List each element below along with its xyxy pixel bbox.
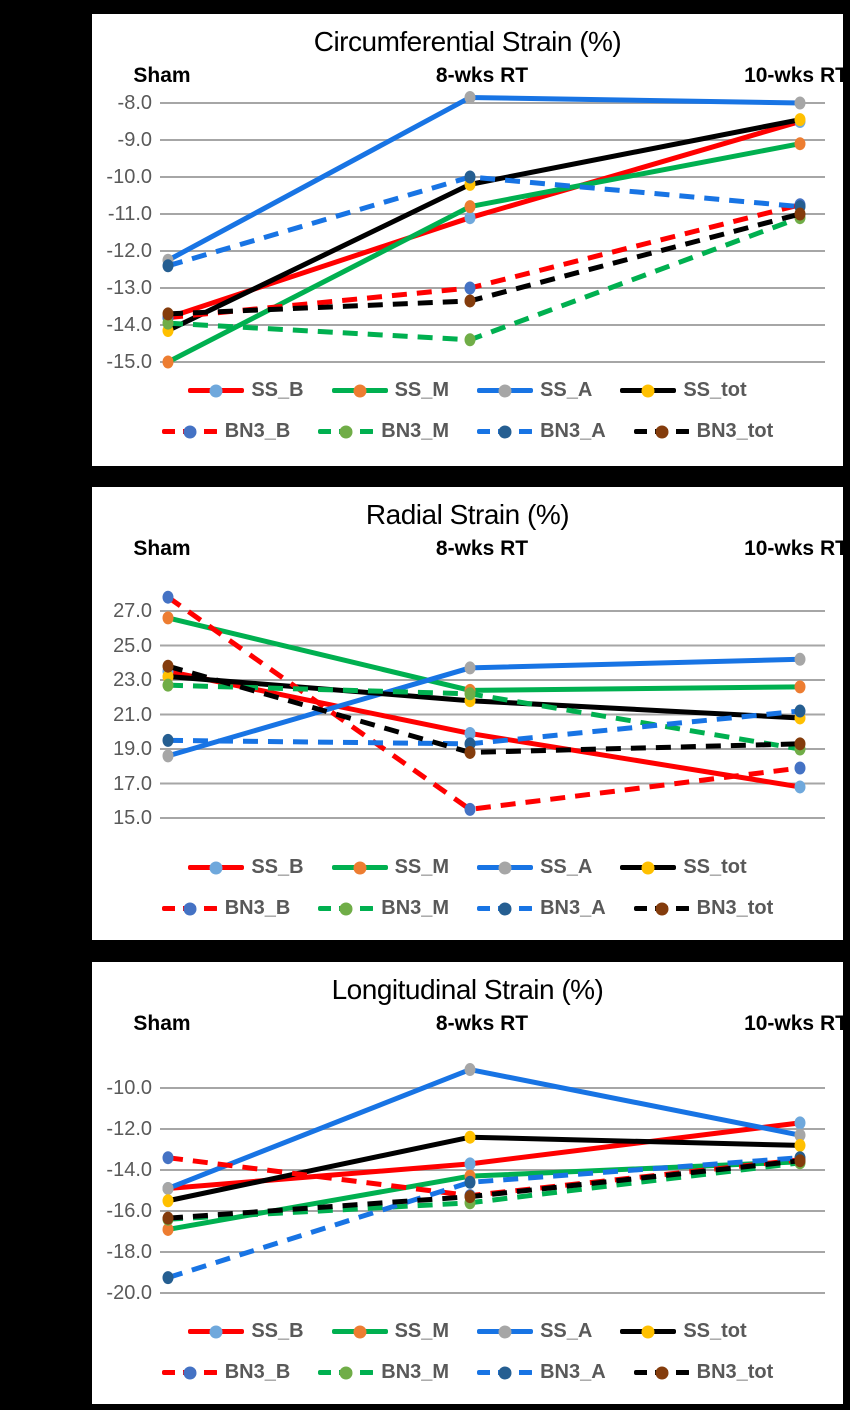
- series-line-BN3_B: [168, 205, 800, 318]
- legend-label: BN3_B: [224, 420, 291, 442]
- legend-item-SS_B: [188, 379, 303, 402]
- series-marker-SS_A: [795, 97, 806, 110]
- series-marker-SS_M: [163, 356, 174, 369]
- legend: [92, 847, 843, 929]
- series-marker-SS_A: [465, 91, 476, 104]
- legend-item-SS_M: [332, 856, 449, 879]
- series-marker-BN3_B: [465, 282, 476, 295]
- series-marker-SS_tot: [795, 1139, 806, 1152]
- legend-marker-dot: [499, 1366, 512, 1379]
- legend-line-swatch: [318, 429, 374, 434]
- chart-panel-radial: [92, 487, 848, 940]
- legend-label: BN3_M: [381, 420, 450, 442]
- legend-label: BN3_tot: [696, 1361, 774, 1383]
- legend-line-swatch: [634, 906, 690, 911]
- x-category-sham: Sham: [133, 64, 191, 87]
- legend-label: BN3_tot: [696, 897, 774, 919]
- series-line-SS_tot: [168, 677, 800, 718]
- legend-marker-dot: [210, 1325, 223, 1338]
- series-marker-SS_M: [795, 680, 806, 693]
- legend-line-swatch: [477, 388, 533, 393]
- legend-label: SS_M: [394, 1320, 450, 1342]
- legend-row: [92, 1352, 843, 1393]
- series-marker-BN3_M: [163, 679, 174, 692]
- series-marker-BN3_A: [465, 171, 476, 184]
- legend-marker-dot: [183, 1366, 196, 1379]
- legend-marker-dot: [642, 861, 655, 874]
- legend-marker-dot: [655, 425, 668, 438]
- series-marker-SS_M: [795, 137, 806, 150]
- legend-line-swatch: [477, 906, 533, 911]
- legend-line-swatch: [332, 388, 388, 393]
- legend-label: BN3_B: [224, 1361, 291, 1383]
- legend-marker-dot: [183, 902, 196, 915]
- legend-label: SS_A: [540, 379, 593, 401]
- series-marker-SS_B: [795, 1116, 806, 1129]
- legend-label: BN3_A: [540, 1361, 606, 1383]
- legend-row: [92, 888, 843, 929]
- legend-line-swatch: [162, 906, 218, 911]
- x-category-10wks: 10-wks RT: [744, 1012, 848, 1035]
- chart-panel-longitudinal: [92, 962, 848, 1404]
- legend-label: BN3_M: [381, 1361, 450, 1383]
- series-marker-SS_M: [465, 200, 476, 213]
- legend-line-swatch: [620, 1329, 676, 1334]
- legend-item-BN3_B: [162, 1361, 291, 1384]
- legend-marker-dot: [183, 425, 196, 438]
- y-tick-label: -12.0: [106, 1118, 152, 1140]
- y-tick-label: 15.0: [113, 807, 152, 829]
- y-tick-label: 17.0: [113, 772, 152, 795]
- legend-line-swatch: [318, 1370, 374, 1375]
- legend-row: [92, 370, 843, 411]
- y-tick-label: -12.0: [106, 240, 152, 262]
- legend-item-SS_B: [188, 1320, 303, 1343]
- y-tick-label: -10.0: [106, 166, 152, 188]
- legend-line-swatch: [332, 865, 388, 870]
- series-marker-BN3_tot: [465, 294, 476, 307]
- y-tick-label: -14.0: [106, 314, 152, 336]
- chart-panel-circumferential: [92, 14, 848, 466]
- legend-item-SS_B: [188, 856, 303, 879]
- legend-item-BN3_tot: [634, 897, 774, 920]
- legend-label: SS_A: [540, 1320, 593, 1342]
- series-marker-BN3_A: [795, 705, 806, 718]
- y-tick-label: -15.0: [106, 351, 152, 373]
- series-marker-SS_tot: [795, 113, 806, 126]
- x-category-sham: Sham: [133, 1012, 191, 1035]
- legend-label: BN3_M: [381, 897, 450, 919]
- legend-label: SS_B: [251, 856, 304, 878]
- legend-line-swatch: [634, 429, 690, 434]
- legend-marker-dot: [499, 425, 512, 438]
- y-tick-label: 21.0: [113, 703, 152, 726]
- y-tick-label: -14.0: [106, 1159, 152, 1181]
- legend-item-BN3_A: [477, 897, 606, 920]
- series-marker-BN3_tot: [163, 660, 174, 673]
- y-tick-label: 19.0: [113, 738, 152, 760]
- series-marker-SS_B: [465, 211, 476, 224]
- series-marker-SS_A: [465, 1063, 476, 1076]
- series-line-BN3_M: [168, 218, 800, 340]
- legend-line-swatch: [477, 1370, 533, 1375]
- legend-item-BN3_tot: [634, 1361, 774, 1384]
- series-marker-BN3_A: [163, 1271, 174, 1284]
- legend-item-SS_tot: [620, 1320, 746, 1343]
- legend-label: BN3_B: [224, 897, 291, 919]
- y-tick-label: -18.0: [106, 1241, 152, 1263]
- legend-marker-dot: [642, 384, 655, 397]
- legend-line-swatch: [477, 1329, 533, 1334]
- legend-label: SS_tot: [683, 856, 747, 878]
- series-marker-BN3_tot: [795, 737, 806, 750]
- legend-marker-dot: [340, 902, 353, 915]
- legend-marker-dot: [210, 861, 223, 874]
- y-tick-label: -8.0: [117, 92, 152, 114]
- x-category-8wks: 8-wks RT: [435, 1012, 529, 1035]
- chart-title: Longitudinal Strain (%): [331, 974, 604, 1005]
- legend-line-swatch: [477, 865, 533, 870]
- y-tick-label: -9.0: [117, 129, 152, 151]
- series-marker-BN3_tot: [163, 1212, 174, 1225]
- series-marker-BN3_A: [163, 259, 174, 272]
- legend-label: SS_tot: [683, 379, 747, 401]
- legend-line-swatch: [188, 865, 244, 870]
- legend-line-swatch: [162, 1370, 218, 1375]
- legend-label: BN3_tot: [696, 420, 774, 442]
- x-category-8wks: 8-wks RT: [435, 64, 529, 87]
- legend-line-swatch: [477, 429, 533, 434]
- series-marker-BN3_A: [163, 734, 174, 747]
- legend-marker-dot: [353, 861, 366, 874]
- series-marker-BN3_A: [465, 1176, 476, 1189]
- series-marker-BN3_B: [465, 803, 476, 816]
- series-marker-SS_A: [163, 749, 174, 762]
- series-marker-BN3_tot: [163, 307, 174, 320]
- y-tick-label: -16.0: [106, 1200, 152, 1222]
- series-marker-SS_M: [163, 611, 174, 624]
- legend-label: SS_B: [251, 1320, 304, 1342]
- legend-item-SS_A: [477, 856, 592, 879]
- series-marker-SS_tot: [163, 1194, 174, 1207]
- y-tick-label: -10.0: [106, 1077, 152, 1099]
- legend: [92, 1311, 843, 1393]
- series-marker-SS_A: [795, 653, 806, 666]
- series-marker-BN3_B: [163, 591, 174, 604]
- legend: [92, 370, 843, 452]
- legend-label: SS_M: [394, 856, 450, 878]
- legend-line-swatch: [332, 1329, 388, 1334]
- legend-line-swatch: [188, 1329, 244, 1334]
- series-line-SS_A: [168, 659, 800, 756]
- legend-marker-dot: [655, 1366, 668, 1379]
- legend-label: BN3_A: [540, 897, 606, 919]
- legend-marker-dot: [340, 425, 353, 438]
- series-marker-SS_B: [465, 1157, 476, 1170]
- series-marker-BN3_tot: [465, 746, 476, 759]
- legend-marker-dot: [499, 384, 512, 397]
- legend-marker-dot: [499, 1325, 512, 1338]
- chart-title: Radial Strain (%): [365, 499, 570, 530]
- y-tick-label: 23.0: [113, 669, 152, 691]
- series-marker-SS_tot: [465, 1131, 476, 1144]
- series-marker-BN3_tot: [465, 1190, 476, 1203]
- y-tick-label: 27.0: [113, 600, 152, 622]
- legend-item-SS_A: [477, 379, 592, 402]
- legend-label: SS_M: [394, 379, 450, 401]
- series-marker-BN3_tot: [795, 1154, 806, 1167]
- legend-item-BN3_M: [318, 897, 449, 920]
- legend-marker-dot: [353, 1325, 366, 1338]
- legend-line-swatch: [620, 388, 676, 393]
- series-marker-SS_B: [795, 780, 806, 793]
- legend-line-swatch: [634, 1370, 690, 1375]
- legend-marker-dot: [353, 384, 366, 397]
- legend-label: SS_A: [540, 856, 593, 878]
- series-marker-SS_A: [465, 661, 476, 674]
- legend-marker-dot: [210, 384, 223, 397]
- legend-label: BN3_A: [540, 420, 606, 442]
- y-tick-label: -20.0: [106, 1282, 152, 1304]
- legend-marker-dot: [340, 1366, 353, 1379]
- legend-item-SS_A: [477, 1320, 592, 1343]
- legend-line-swatch: [162, 429, 218, 434]
- y-tick-label: -11.0: [107, 203, 152, 225]
- series-marker-BN3_M: [465, 333, 476, 346]
- legend-item-BN3_B: [162, 420, 291, 443]
- legend-item-BN3_tot: [634, 420, 774, 443]
- series-marker-BN3_tot: [795, 208, 806, 221]
- legend-marker-dot: [499, 861, 512, 874]
- legend-item-BN3_M: [318, 1361, 449, 1384]
- y-tick-label: -13.0: [106, 277, 152, 299]
- legend-marker-dot: [642, 1325, 655, 1338]
- legend-item-BN3_B: [162, 897, 291, 920]
- x-category-sham: Sham: [133, 537, 191, 560]
- legend-marker-dot: [655, 902, 668, 915]
- legend-item-BN3_M: [318, 420, 449, 443]
- series-line-BN3_tot: [168, 214, 800, 314]
- series-marker-SS_A: [163, 1182, 174, 1195]
- legend-item-SS_tot: [620, 856, 746, 879]
- x-category-8wks: 8-wks RT: [435, 537, 529, 560]
- legend-row: [92, 1311, 843, 1352]
- legend-item-SS_M: [332, 379, 449, 402]
- legend-row: [92, 411, 843, 452]
- x-category-10wks: 10-wks RT: [744, 537, 848, 560]
- legend-item-BN3_A: [477, 1361, 606, 1384]
- legend-label: SS_B: [251, 379, 304, 401]
- legend-marker-dot: [499, 902, 512, 915]
- series-marker-BN3_B: [163, 1151, 174, 1164]
- series-line-BN3_M: [168, 685, 800, 749]
- x-category-10wks: 10-wks RT: [744, 64, 848, 87]
- legend-line-swatch: [188, 388, 244, 393]
- legend-label: SS_tot: [683, 1320, 747, 1342]
- chart-title: Circumferential Strain (%): [313, 26, 622, 57]
- legend-item-BN3_A: [477, 420, 606, 443]
- legend-item-SS_M: [332, 1320, 449, 1343]
- series-marker-BN3_B: [795, 761, 806, 774]
- y-tick-label: 25.0: [113, 634, 152, 657]
- legend-line-swatch: [620, 865, 676, 870]
- series-marker-BN3_M: [465, 687, 476, 700]
- legend-line-swatch: [318, 906, 374, 911]
- legend-row: [92, 847, 843, 888]
- legend-item-SS_tot: [620, 379, 746, 402]
